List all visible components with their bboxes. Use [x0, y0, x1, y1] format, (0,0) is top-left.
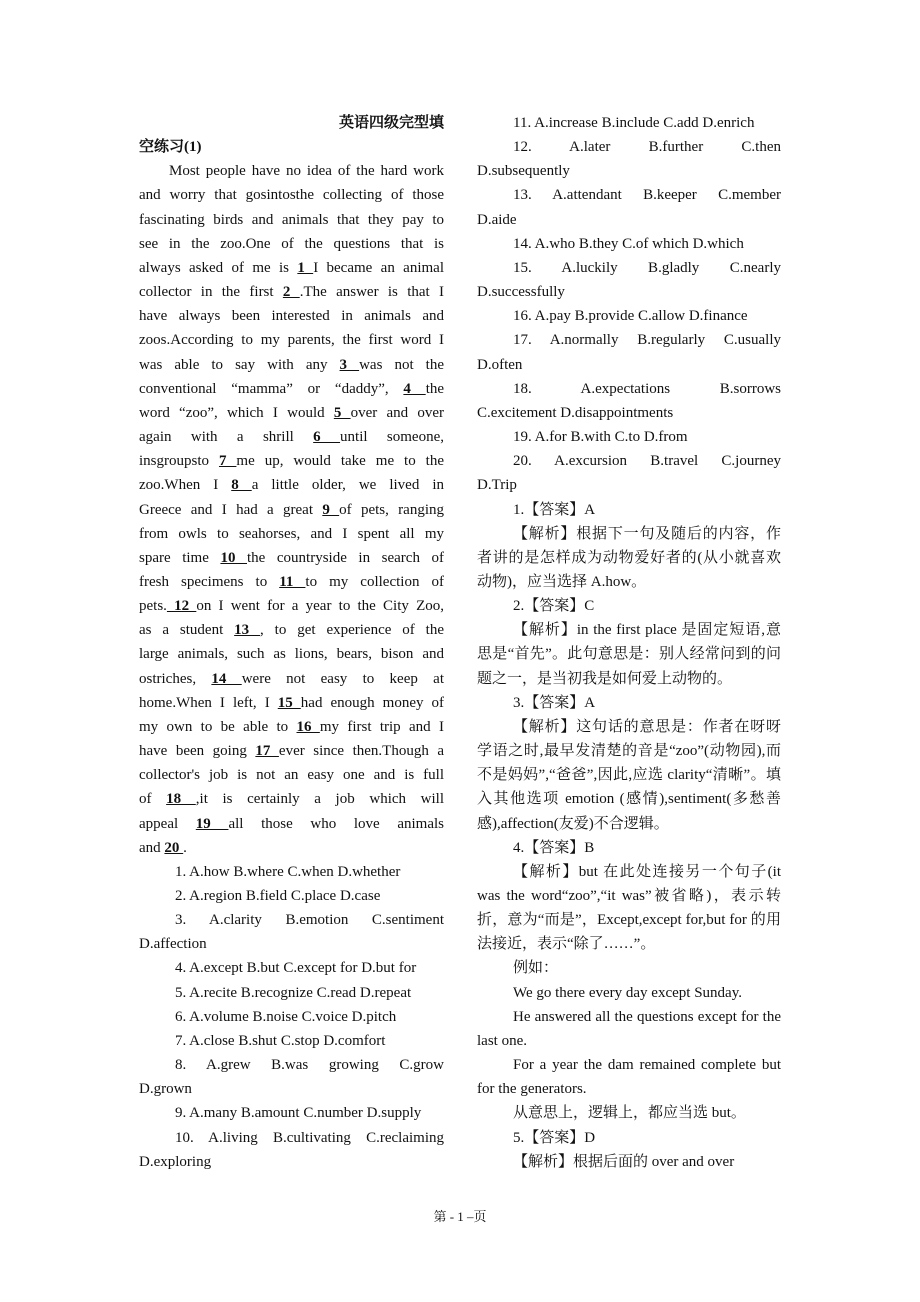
- passage-line: large animals, such as lions, bears, bison and: [139, 646, 444, 663]
- passage-line: and 20 .: [139, 839, 187, 856]
- passage-line: collector in the first 2 .The answer is that I: [139, 284, 444, 301]
- passage-line: and worry that gosintosthe collecting of those: [139, 187, 444, 204]
- passage-line: spare time 10 the countryside in search of: [139, 549, 445, 566]
- passage-line: zoos.According to my parents, the first word I: [139, 332, 444, 349]
- blank-5: 5: [333, 404, 351, 421]
- blank-1: 1: [297, 259, 314, 276]
- conclusion: 从意思上，逻辑上，都应当选 but。: [513, 1105, 746, 1122]
- option-line: 7. A.close B.shut C.stop D.comfort: [175, 1032, 386, 1049]
- option-line: D.subsequently: [477, 163, 570, 180]
- example-sentence: He answered all the questions except for the last one.: [477, 1008, 781, 1049]
- option-line: 10. A.living B.cultivating C.reclaiming: [175, 1129, 444, 1146]
- answer-explanation: 【解析】这句话的意思是：作者在呀呀学语之时,最早发清楚的音是“zoo”(动物园),而不是妈妈”,“爸爸”,因此,应选 clarity“清晰”。填入其他选项 emotion (感情),sentiment(多愁善感),affection(友爱)不合逻辑。: [477, 718, 781, 832]
- option-line: C.excitement D.disappointments: [477, 404, 674, 421]
- passage-line: pets. 12 on I went for a year to the City Zoo,: [139, 598, 444, 615]
- option-line: 9. A.many B.amount C.number D.supply: [175, 1105, 422, 1122]
- option-line: 14. A.who B.they C.of which D.which: [513, 235, 744, 252]
- option-line: 1. A.how B.where C.when D.whether: [175, 863, 401, 880]
- option-line: D.aide: [477, 211, 517, 228]
- option-line: D.exploring: [139, 1153, 212, 1170]
- left-column: [139, 111, 444, 1174]
- answer-label: 3.【答案】A: [513, 694, 596, 711]
- option-line: 19. A.for B.with C.to D.from: [513, 429, 688, 446]
- option-line: D.affection: [139, 936, 207, 953]
- option-line: 16. A.pay B.provide C.allow D.finance: [513, 308, 748, 325]
- passage-line: zoo.When I 8 a little older, we lived in: [139, 477, 444, 494]
- blank-7: 7: [218, 453, 237, 470]
- blank-11: 11: [279, 573, 306, 590]
- passage-line: as a student 13 , to get experience of the: [139, 622, 445, 639]
- answer-label: 4.【答案】B: [513, 839, 595, 856]
- blank-8: 8: [231, 477, 252, 494]
- passage-line: conventional “mamma” or “daddy”, 4 the: [139, 380, 445, 397]
- passage-line: appeal 19 all those who love animals: [139, 815, 445, 832]
- passage-line: insgroupsto 7 me up, would take me to the: [139, 453, 444, 470]
- blank-20: 20: [164, 839, 184, 856]
- option-line: 3. A.clarity B.emotion C.sentiment: [175, 912, 444, 929]
- passage-line: have always been interested in animals and: [139, 308, 444, 325]
- page-footer: 第 - 1 –页: [433, 1209, 487, 1224]
- option-line: D.successfully: [477, 284, 565, 301]
- passage-line: collector's job is not an easy one and is full: [139, 767, 444, 784]
- option-line: 15. A.luckily B.gladly C.nearly: [513, 259, 781, 276]
- blank-18: 18: [166, 791, 196, 808]
- blank-13: 13: [234, 622, 261, 639]
- option-line: 17. A.normally B.regularly C.usually: [513, 332, 781, 349]
- answer-label: 2.【答案】C: [513, 598, 595, 615]
- blank-14: 14: [211, 670, 242, 687]
- passage-line: again with a shrill 6 until someone,: [139, 429, 444, 446]
- title-line-1: 英语四级完型填: [338, 115, 444, 131]
- option-line: 5. A.recite B.recognize C.read D.repeat: [175, 984, 412, 1001]
- answer-label: 5.【答案】D: [513, 1129, 596, 1146]
- answer-explanation: 【解析】in the first place 是固定短语,意思是“首先”。此句意思是：别人经常问到的问题之一，是当初我是如何爱上动物的。: [477, 622, 781, 687]
- passage-line: ostriches, 14 were not easy to keep at: [139, 670, 445, 687]
- example-sentence: For a year the dam remained complete but for the generators.: [477, 1057, 781, 1098]
- option-line: 13. A.attendant B.keeper C.member: [513, 187, 781, 204]
- option-line: D.often: [477, 356, 523, 373]
- passage-line: from owls to seahorses, and I spent all my: [139, 525, 444, 542]
- blank-16: 16: [296, 718, 320, 735]
- blank-3: 3: [339, 356, 360, 373]
- blank-10: 10: [220, 549, 247, 566]
- blank-15: 15: [277, 694, 301, 711]
- passage-line: always asked of me is 1 I became an animal: [139, 259, 444, 276]
- option-line: D.grown: [139, 1081, 192, 1098]
- passage-line: was able to say with any 3 was not the: [139, 356, 444, 373]
- blank-17: 17: [255, 743, 279, 760]
- answer-label: 1.【答案】A: [513, 501, 596, 518]
- answer-explanation: 【解析】根据后面的 over and over: [513, 1153, 735, 1170]
- example-sentence: We go there every day except Sunday.: [513, 984, 742, 1001]
- blank-9: 9: [322, 501, 340, 518]
- answer-explanation: 【解析】but 在此处连接另一个句子(it was the word“zoo”,“it was”被省略)，表示转折，意为“而是”，Except,except for,but for 的用法接近，表示“除了……”。: [477, 863, 781, 953]
- passage-line: Most people have no idea of the hard work: [169, 163, 444, 180]
- option-line: 6. A.volume B.noise C.voice D.pitch: [175, 1008, 397, 1025]
- option-line: 20. A.excursion B.travel C.journey: [513, 453, 781, 470]
- passage-line: home.When I left, I 15 had enough money of: [139, 694, 445, 711]
- option-line: 12. A.later B.further C.then: [513, 139, 781, 156]
- option-line: D.Trip: [477, 477, 517, 494]
- title-line-2: 空练习(1): [139, 139, 202, 156]
- blank-12: 12: [166, 598, 197, 615]
- passage-line: word “zoo”, which I would 5 over and over: [139, 404, 444, 421]
- passage-line: see in the zoo.One of the questions that is: [139, 235, 444, 252]
- passage-line: Greece and I had a great 9 of pets, ranging: [139, 501, 445, 518]
- option-line: 11. A.increase B.include C.add D.enrich: [513, 115, 755, 131]
- passage-line: have been going 17 ever since then.Though a: [139, 743, 444, 760]
- answer-explanation: 【解析】根据下一句及随后的内容，作者讲的是怎样成为动物爱好者的(从小就喜欢动物)，应当选择 A.how。: [477, 525, 781, 590]
- option-line: 18. A.expectations B.sorrows: [513, 380, 781, 397]
- passage-line: of 18 ,it is certainly a job which will: [139, 791, 444, 808]
- passage-line: my own to be able to 16 my first trip and I: [139, 718, 444, 735]
- passage-line: fascinating birds and animals that they pay to: [139, 211, 444, 228]
- option-line: 2. A.region B.field C.place D.case: [175, 888, 381, 904]
- passage-line: fresh specimens to 11 to my collection of: [139, 573, 444, 590]
- example-label: 例如：: [513, 960, 559, 977]
- option-line: 8. A.grew B.was growing C.grow: [175, 1057, 444, 1074]
- option-line: 4. A.except B.but C.except for D.but for: [175, 960, 417, 977]
- right-column: [477, 111, 781, 1174]
- blank-2: 2: [282, 284, 300, 301]
- blank-4: 4: [403, 380, 426, 397]
- blank-19: 19: [195, 815, 229, 832]
- blank-6: 6: [313, 429, 341, 446]
